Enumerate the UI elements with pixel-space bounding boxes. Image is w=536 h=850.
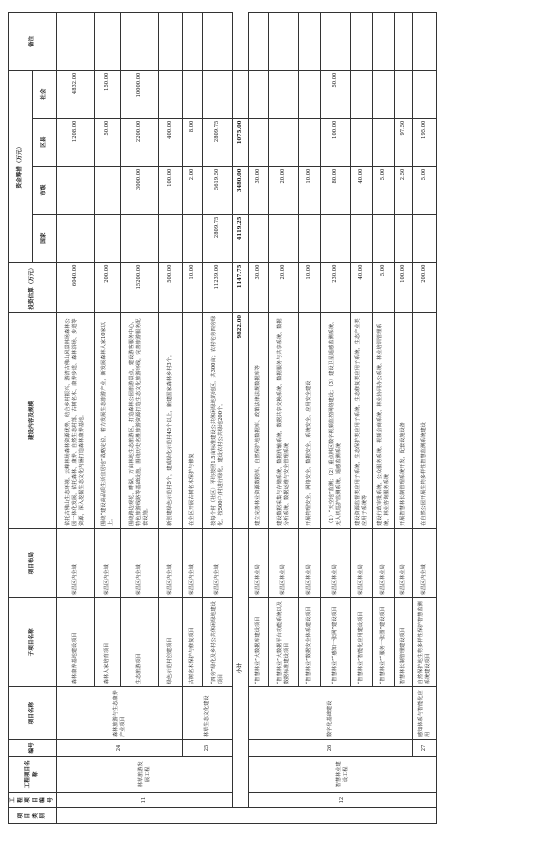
layout: 荣昌区林业局 bbox=[321, 528, 351, 598]
layout: 荣昌区内全域 bbox=[159, 528, 183, 598]
district bbox=[351, 118, 373, 166]
remark bbox=[249, 13, 269, 71]
content: 建设行政审批系统、公众服务系统、视频会商系统、林业协同办公系统、林业培训管理系统、林业咨询服务系统 bbox=[373, 312, 395, 528]
social bbox=[159, 70, 183, 118]
category-cell bbox=[57, 808, 437, 824]
national: 2809.75 bbox=[203, 214, 233, 262]
district: 2809.75 bbox=[203, 118, 233, 166]
layout: 荣昌区内全域 bbox=[203, 528, 233, 598]
content: 开展物理安全、网络安全、数据安全、系统安全、应用安全建设 bbox=[299, 312, 321, 528]
national bbox=[413, 214, 437, 262]
layout: 荣昌区内全域 bbox=[183, 528, 203, 598]
national bbox=[183, 214, 203, 262]
social: 4832.00 bbox=[57, 70, 95, 118]
district bbox=[249, 118, 269, 166]
layout: 荣昌区林业局 bbox=[249, 528, 269, 598]
invest: 200.00 bbox=[413, 262, 437, 312]
remark bbox=[57, 13, 95, 71]
layout: 荣昌区内全域 bbox=[413, 528, 437, 598]
city: 80.00 bbox=[321, 166, 351, 214]
city: 3000.00 bbox=[121, 166, 159, 214]
layout: 荣昌区林业局 bbox=[395, 528, 413, 598]
content: 在全区开展古树名木保护与修复 bbox=[183, 312, 203, 528]
remark bbox=[373, 13, 395, 71]
sub-name: 绿色示范村创建项目 bbox=[159, 598, 183, 687]
sub-name: 自然保护地生物多样性保护智慧监测系统建设项目 bbox=[413, 598, 437, 687]
header-content: 建设内容及规模 bbox=[9, 312, 57, 528]
invest: 100.00 bbox=[395, 262, 413, 312]
header-layout: 项目布局 bbox=[9, 528, 57, 598]
national bbox=[249, 214, 269, 262]
city: 100.00 bbox=[159, 166, 183, 214]
content: （1）“天空地”监测；（2）重点林区数字视频监控网络建设；（3）建设卫星遥感监测系统、无人机巡护监测系统、遥感监测系统 bbox=[321, 312, 351, 528]
invest: 40.00 bbox=[351, 262, 373, 312]
sub-name: “智慧林业”大数据库建设项目 bbox=[249, 598, 269, 687]
city: 2.00 bbox=[183, 166, 203, 214]
group-no: 11 bbox=[57, 792, 233, 808]
social bbox=[299, 70, 321, 118]
sub-name: “智慧林业”“感知一张网”建设项目 bbox=[321, 598, 351, 687]
subtotal-label: 小计 bbox=[233, 528, 249, 807]
header-city: 市级 bbox=[33, 166, 57, 214]
district: 195.00 bbox=[413, 118, 437, 166]
header-category: 项目类别 bbox=[9, 808, 57, 824]
layout: 荣昌区林业局 bbox=[299, 528, 321, 598]
district: 50.00 bbox=[95, 118, 121, 166]
city: 30.00 bbox=[249, 166, 269, 214]
header-invest: 投资估算（万元） bbox=[9, 262, 57, 312]
social bbox=[413, 70, 437, 118]
content: 新创建绿色示范村5个，建成绿化示范村45个以上，新建国家森林乡村3个。 bbox=[159, 312, 183, 528]
header-item-name: 项目名称 bbox=[9, 687, 57, 740]
subtotal-row bbox=[233, 13, 249, 824]
item-no: 27 bbox=[413, 740, 437, 757]
invest: 20.00 bbox=[269, 262, 299, 312]
layout: 荣昌区林业局 bbox=[351, 528, 373, 598]
sub-name: 智慧林长制管理建设项目 bbox=[395, 598, 413, 687]
item-no: 25 bbox=[183, 740, 233, 757]
city bbox=[57, 166, 95, 214]
sub-name: 森林康养基地建设项目 bbox=[57, 598, 95, 687]
remark bbox=[95, 13, 121, 71]
social bbox=[249, 70, 269, 118]
national bbox=[321, 214, 351, 262]
invest: 30.00 bbox=[249, 262, 269, 312]
national bbox=[395, 214, 413, 262]
invest: 500.00 bbox=[159, 262, 183, 312]
item-no: 24 bbox=[57, 740, 183, 757]
remark bbox=[183, 13, 203, 71]
sub-name: “四旁”绿化及乡村公共休闲绿地建设项目 bbox=[203, 598, 233, 687]
city: 40.00 bbox=[351, 166, 373, 214]
content: 依托古佛山生态环境、云峰林场森林资源优势，结合乡村振兴、游清古佛山风景林场森林公园一体化发展，依托森林、康养、自然生态村落、古树名木、康养步道、森林浴场、步道等资源，深入挖掘生态文化内涵打造森林康养基地。 bbox=[57, 312, 95, 528]
remark bbox=[351, 13, 373, 71]
remark bbox=[233, 70, 249, 118]
district: 3480.00 bbox=[233, 166, 249, 214]
header-eng-no: 工程项目编号 bbox=[9, 792, 57, 808]
table-row bbox=[413, 13, 437, 824]
district: 1208.00 bbox=[57, 118, 95, 166]
social: 10000.00 bbox=[121, 70, 159, 118]
sub-name: “智慧林业”智能化应用建设项目 bbox=[351, 598, 373, 687]
city: 2.50 bbox=[395, 166, 413, 214]
city: 10.00 bbox=[299, 166, 321, 214]
content: 建设资源监督类应用子系统、生态保护类应用子系统、生态修复类应用子系统、生态产业类应用子系统等 bbox=[351, 312, 373, 528]
remark bbox=[269, 13, 299, 71]
national bbox=[373, 214, 395, 262]
header-funding: 资金筹措（万元） bbox=[9, 70, 33, 262]
content: 围绕路边观花、畔湖、万亩林地生态旅游区，打造森林公园旅游景点，建设游客服务中心、特色旅游线路等基础设施，围绕历史名胜旅游资源打造生态文化旅游环线，完善旅游服务配套设施。 bbox=[121, 312, 159, 528]
invest: 5.00 bbox=[373, 262, 395, 312]
district: 97.50 bbox=[395, 118, 413, 166]
invest: 10.00 bbox=[299, 262, 321, 312]
group-name: 智慧林业建设工程 bbox=[249, 756, 437, 792]
remark bbox=[413, 13, 437, 71]
national bbox=[121, 214, 159, 262]
header-sub-name: 子项目名称 bbox=[9, 598, 57, 687]
remark bbox=[203, 13, 233, 71]
sub-name: “智慧林业”数据安全体系建设项目 bbox=[299, 598, 321, 687]
city: 4119.25 bbox=[233, 214, 249, 262]
remark bbox=[321, 13, 351, 71]
national bbox=[269, 214, 299, 262]
header-item-no: 编号 bbox=[9, 740, 57, 757]
national bbox=[57, 214, 95, 262]
sub-name: 生态旅游项目 bbox=[121, 598, 159, 687]
district: 2200.00 bbox=[121, 118, 159, 166]
group-name: 林草旅游发展工程 bbox=[57, 756, 233, 792]
table-row bbox=[183, 13, 203, 824]
city: 5.00 bbox=[373, 166, 395, 214]
city: 5619.50 bbox=[203, 166, 233, 214]
sub-name: “智慧林业”“服务一张图”建设项目 bbox=[373, 598, 395, 687]
national bbox=[159, 214, 183, 262]
header-remark: 备注 bbox=[9, 13, 57, 71]
item-no: 26 bbox=[249, 740, 413, 757]
invest: 230.00 bbox=[321, 262, 351, 312]
header-social: 社会 bbox=[33, 70, 57, 118]
content: 建设数据采集与存储系统、数据传输系统、数据共享交换系统、数据服务与共享系统、数据分析系统、数据运维与安全管理系统 bbox=[269, 312, 299, 528]
invest: 6040.00 bbox=[57, 262, 95, 312]
district bbox=[269, 118, 299, 166]
item-name: 感知体系与智能化应用 bbox=[413, 687, 437, 740]
item-name: 数字化基础建设 bbox=[249, 687, 413, 740]
district bbox=[373, 118, 395, 166]
item-name: 林草生态文化建设 bbox=[183, 687, 233, 740]
social bbox=[183, 70, 203, 118]
table-row bbox=[57, 13, 95, 824]
item-name: 森林旅游与生态康养产业项目 bbox=[57, 687, 183, 740]
layout: 荣昌区内全域 bbox=[57, 528, 95, 598]
national: 1147.75 bbox=[233, 262, 249, 312]
group-no: 12 bbox=[249, 792, 437, 808]
national bbox=[299, 214, 321, 262]
header-national: 国家 bbox=[33, 214, 57, 262]
district: 400.00 bbox=[159, 118, 183, 166]
city: 5.00 bbox=[413, 166, 437, 214]
layout: 荣昌区内全域 bbox=[121, 528, 159, 598]
invest: 10.00 bbox=[183, 262, 203, 312]
city: 20.00 bbox=[269, 166, 299, 214]
layout: 荣昌区林业局 bbox=[373, 528, 395, 598]
remark bbox=[395, 13, 413, 71]
layout: 荣昌区内全域 bbox=[95, 528, 121, 598]
social: 1075.00 bbox=[233, 118, 249, 166]
invest: 9822.00 bbox=[233, 312, 249, 528]
district: 8.00 bbox=[183, 118, 203, 166]
social: 150.00 bbox=[95, 70, 121, 118]
invest: 15200.00 bbox=[121, 262, 159, 312]
content: 开展智慧林长制管理系统开发、配套设施设备 bbox=[395, 312, 413, 528]
city bbox=[95, 166, 121, 214]
social bbox=[203, 70, 233, 118]
remark bbox=[121, 13, 159, 71]
content: 围绕“建设高品质生活宜居地”战略定位，着力发展生态旅游产业，新发展森林人家10家以上。 bbox=[95, 312, 121, 528]
remark bbox=[159, 13, 183, 71]
district bbox=[299, 118, 321, 166]
social bbox=[395, 70, 413, 118]
invest: 200.00 bbox=[95, 262, 121, 312]
layout: 荣昌区林业局 bbox=[269, 528, 299, 598]
social bbox=[269, 70, 299, 118]
project-investment-table bbox=[8, 12, 437, 824]
content: 建立完善林业资源数据库、自然保护地数据库、政策法律法规数据库等 bbox=[249, 312, 269, 528]
content: 在自然公园开展生物多样性智慧监测系统建设 bbox=[413, 312, 437, 528]
header-eng-name: 工程项目名称 bbox=[9, 756, 57, 792]
content: 按每个村（社区）平均按照1.5亩标准建设公共休闲绿地的地区，共300亩；农村宅旁四旁绿化，按500户/村进行绿化，建设农村公共绿地200个。 bbox=[203, 312, 233, 528]
table-row bbox=[249, 13, 269, 824]
district: 100.00 bbox=[321, 118, 351, 166]
sub-name: 古树名木保护与修复项目 bbox=[183, 598, 203, 687]
national bbox=[351, 214, 373, 262]
sub-name: “智慧林业”大数据平台功能系统以及数据标准建设项目 bbox=[269, 598, 299, 687]
invest: 11239.00 bbox=[203, 262, 233, 312]
sub-name: 森林人家培育项目 bbox=[95, 598, 121, 687]
header-district: 区县 bbox=[33, 118, 57, 166]
remark bbox=[299, 13, 321, 71]
social bbox=[351, 70, 373, 118]
social: 50.00 bbox=[321, 70, 351, 118]
social bbox=[373, 70, 395, 118]
national bbox=[95, 214, 121, 262]
